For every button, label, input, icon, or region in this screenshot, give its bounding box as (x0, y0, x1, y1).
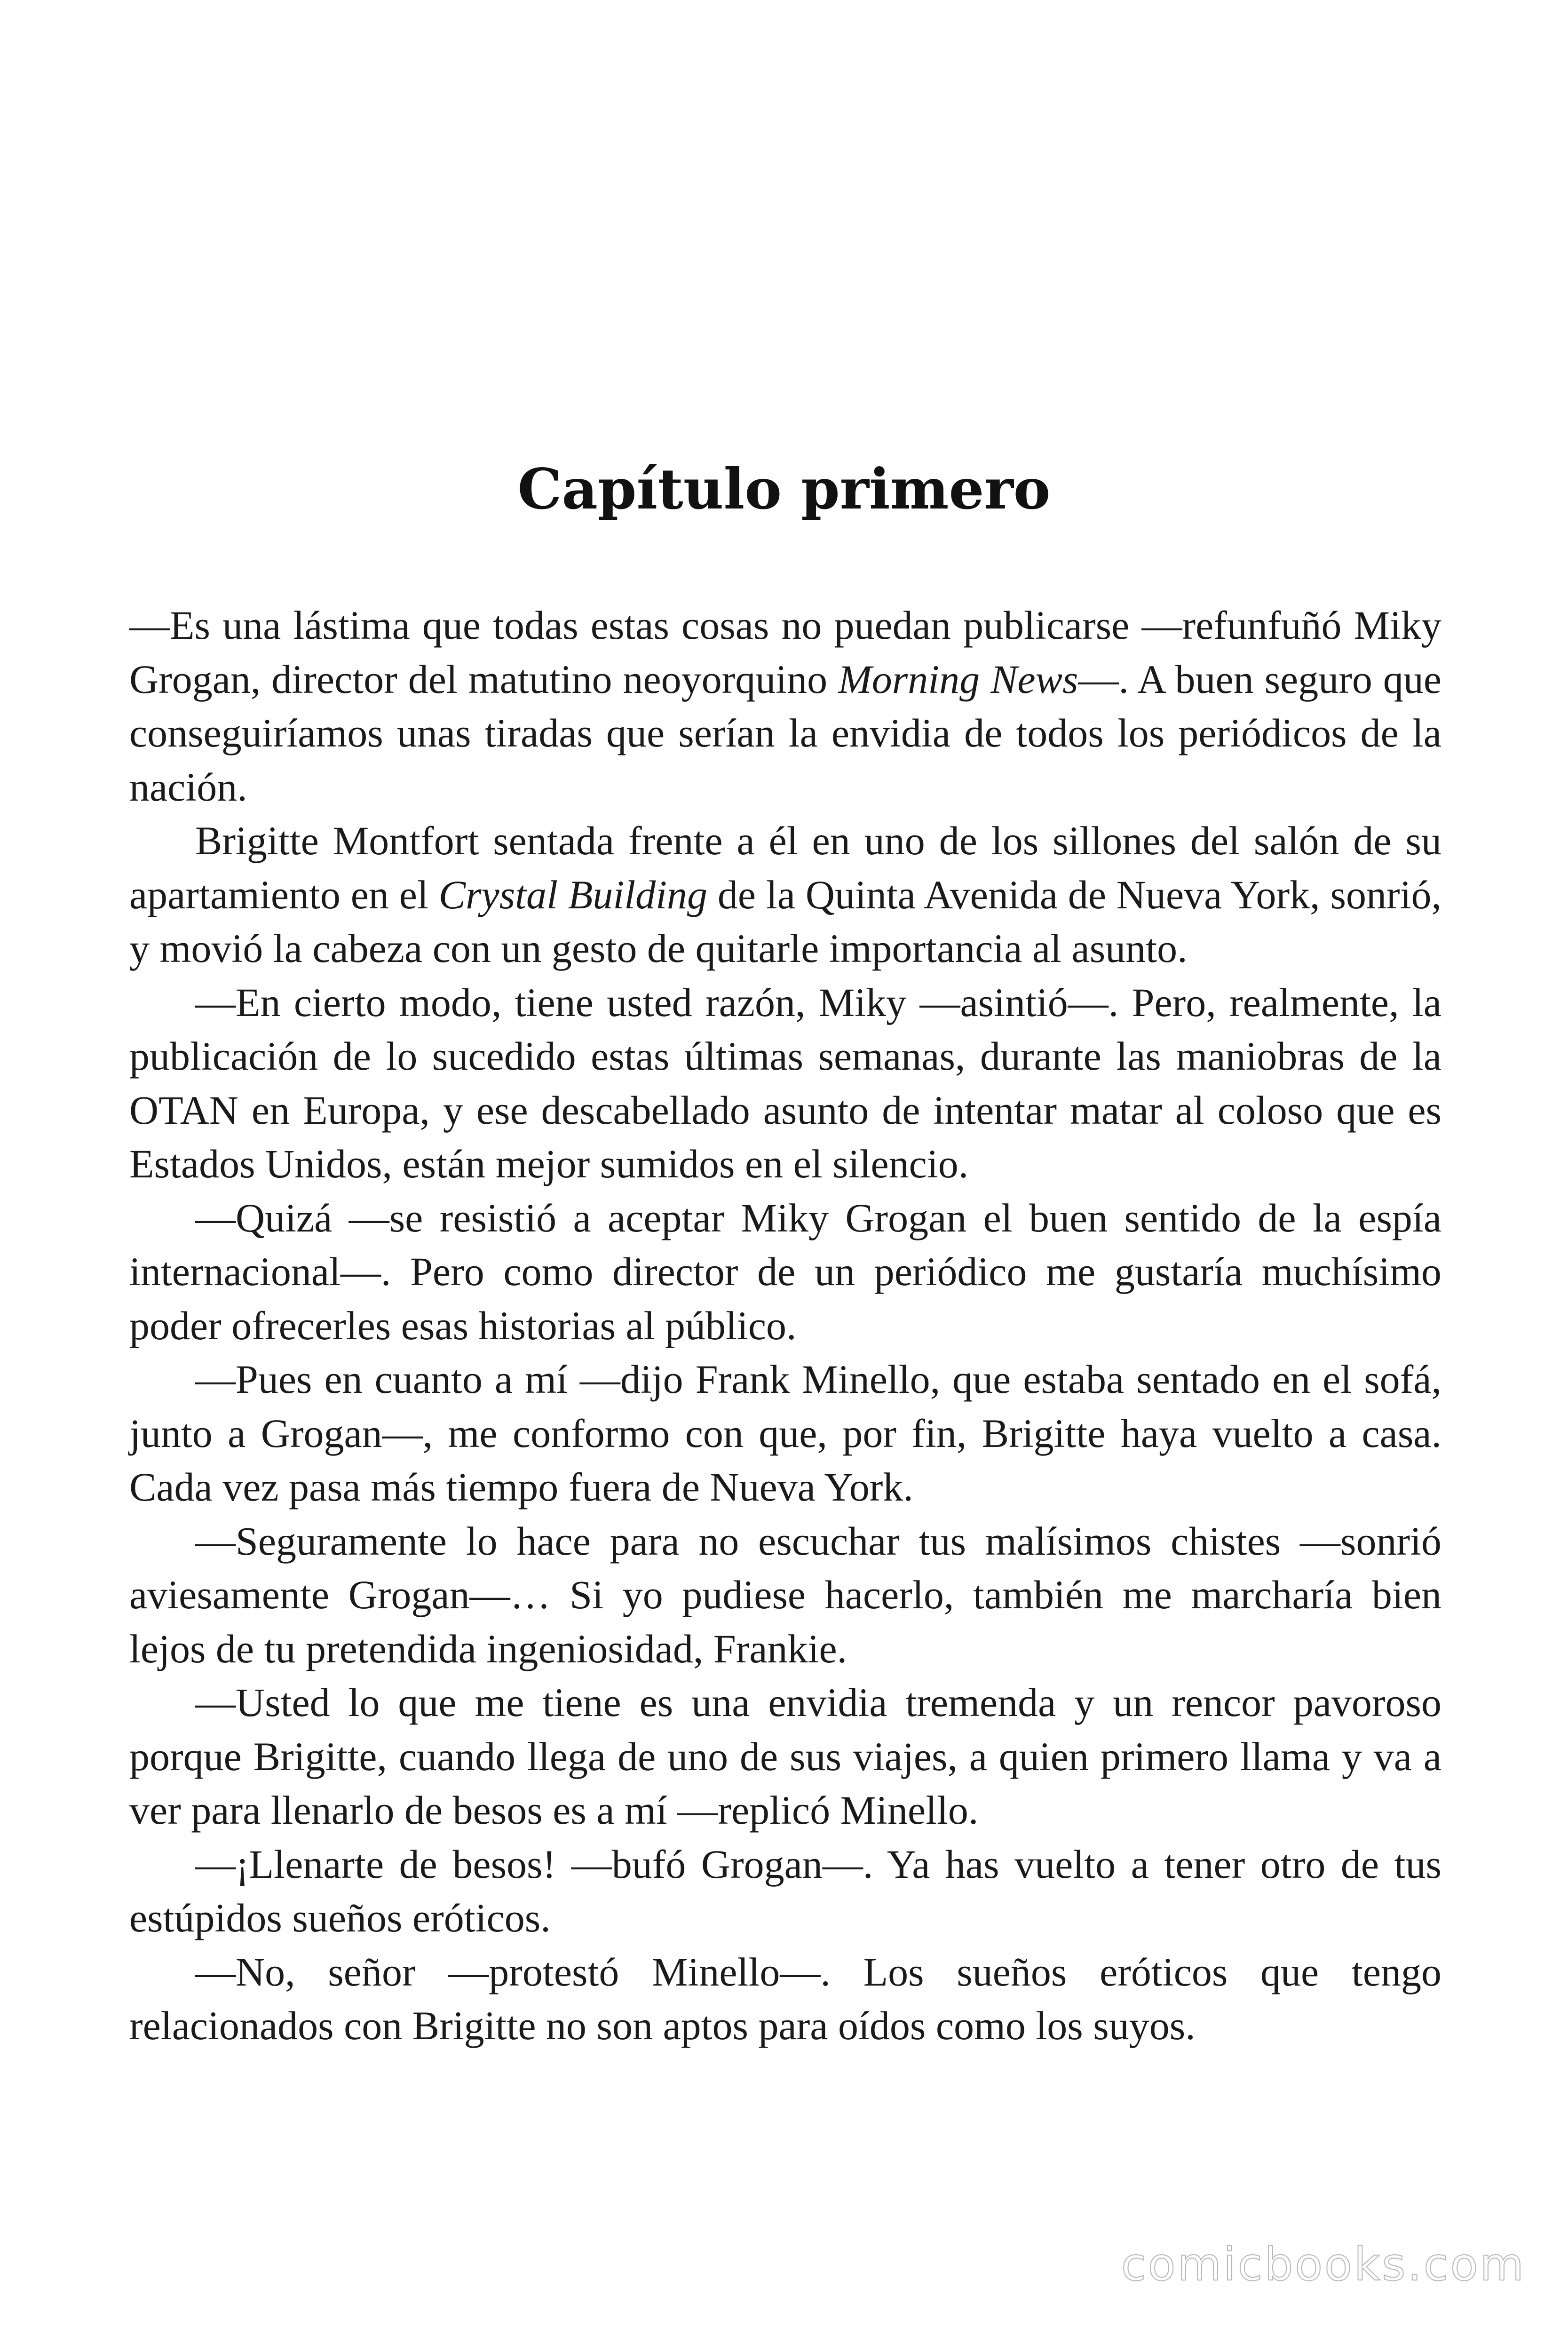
paragraph-8: —¡Llenarte de besos! —bufó Grogan—. Ya has vuelto a tener otro de tus estúpidos sueños eróticos. (129, 1841, 1441, 1940)
paragraph-2-text-2: de la Quinta Avenida de Nueva York, sonrió, y movió la cabeza con un gesto de quitarle importancia al asunto. (129, 872, 1441, 971)
paragraph-4: —Quizá —se resistió a aceptar Miky Grogan el buen sentido de la espía internacional—. Pero como director de un periódico me gustaría muchísimo poder ofrecerles esas historias al público. (129, 1195, 1441, 1348)
paragraph-2 (129, 814, 1441, 976)
paragraph-6: —Seguramente lo hace para no escuchar tus malísimos chistes —sonrió aviesamente Grogan—… Si yo pudiese hacerlo, también me marcharía bien lejos de tu pretendida ingeniosidad, Frankie. (129, 1518, 1441, 1671)
paragraph-2-text-1: Brigitte Montfort sentada frente a él en uno de los sillones del salón de su apartamiento en el (129, 818, 1441, 917)
paragraph-2-italic-building: Crystal Building (438, 872, 708, 917)
paragraph-1-text-2: —. A buen seguro que conseguiríamos unas tiradas que serían la envidia de todos los periódicos de la nación. (129, 656, 1441, 810)
paragraph-1-italic-title: Morning News (838, 656, 1078, 702)
chapter-body (129, 598, 1441, 2053)
watermark: comicbooks.com (1121, 2238, 1526, 2291)
paragraph-5: —Pues en cuanto a mí —dijo Frank Minello, que estaba sentado en el sofá, junto a Grogan—, me conformo con que, por fin, Brigitte haya vuelto a casa. Cada vez pasa más tiempo fuera de Nueva York. (129, 1357, 1441, 1510)
paragraph-1 (129, 598, 1441, 814)
paragraph-7: —Usted lo que me tiene es una envidia tremenda y un rencor pavoroso porque Brigitte, cuando llega de uno de sus viajes, a quien primero llama y va a ver para llenarlo de besos es a mí —replicó Minello. (129, 1680, 1441, 1833)
paragraph-3: —En cierto modo, tiene usted razón, Miky —asintió—. Pero, realmente, la publicación de lo sucedido estas últimas semanas, durante las maniobras de la OTAN en Europa, y ese descabellado asunto de intentar matar al coloso que es Estados Unidos, están mejor sumidos en el silencio. (129, 979, 1441, 1186)
paragraph-1-text-1: —Es una lástima que todas estas cosas no puedan publicarse —refunfuñó Miky Grogan, director del matutino neoyorquino (129, 603, 1441, 702)
chapter-title: Capítulo primero (517, 456, 1051, 522)
paragraph-9: —No, señor —protestó Minello—. Los sueños eróticos que tengo relacionados con Brigitte no son aptos para oídos como los suyos. (129, 1949, 1441, 2048)
